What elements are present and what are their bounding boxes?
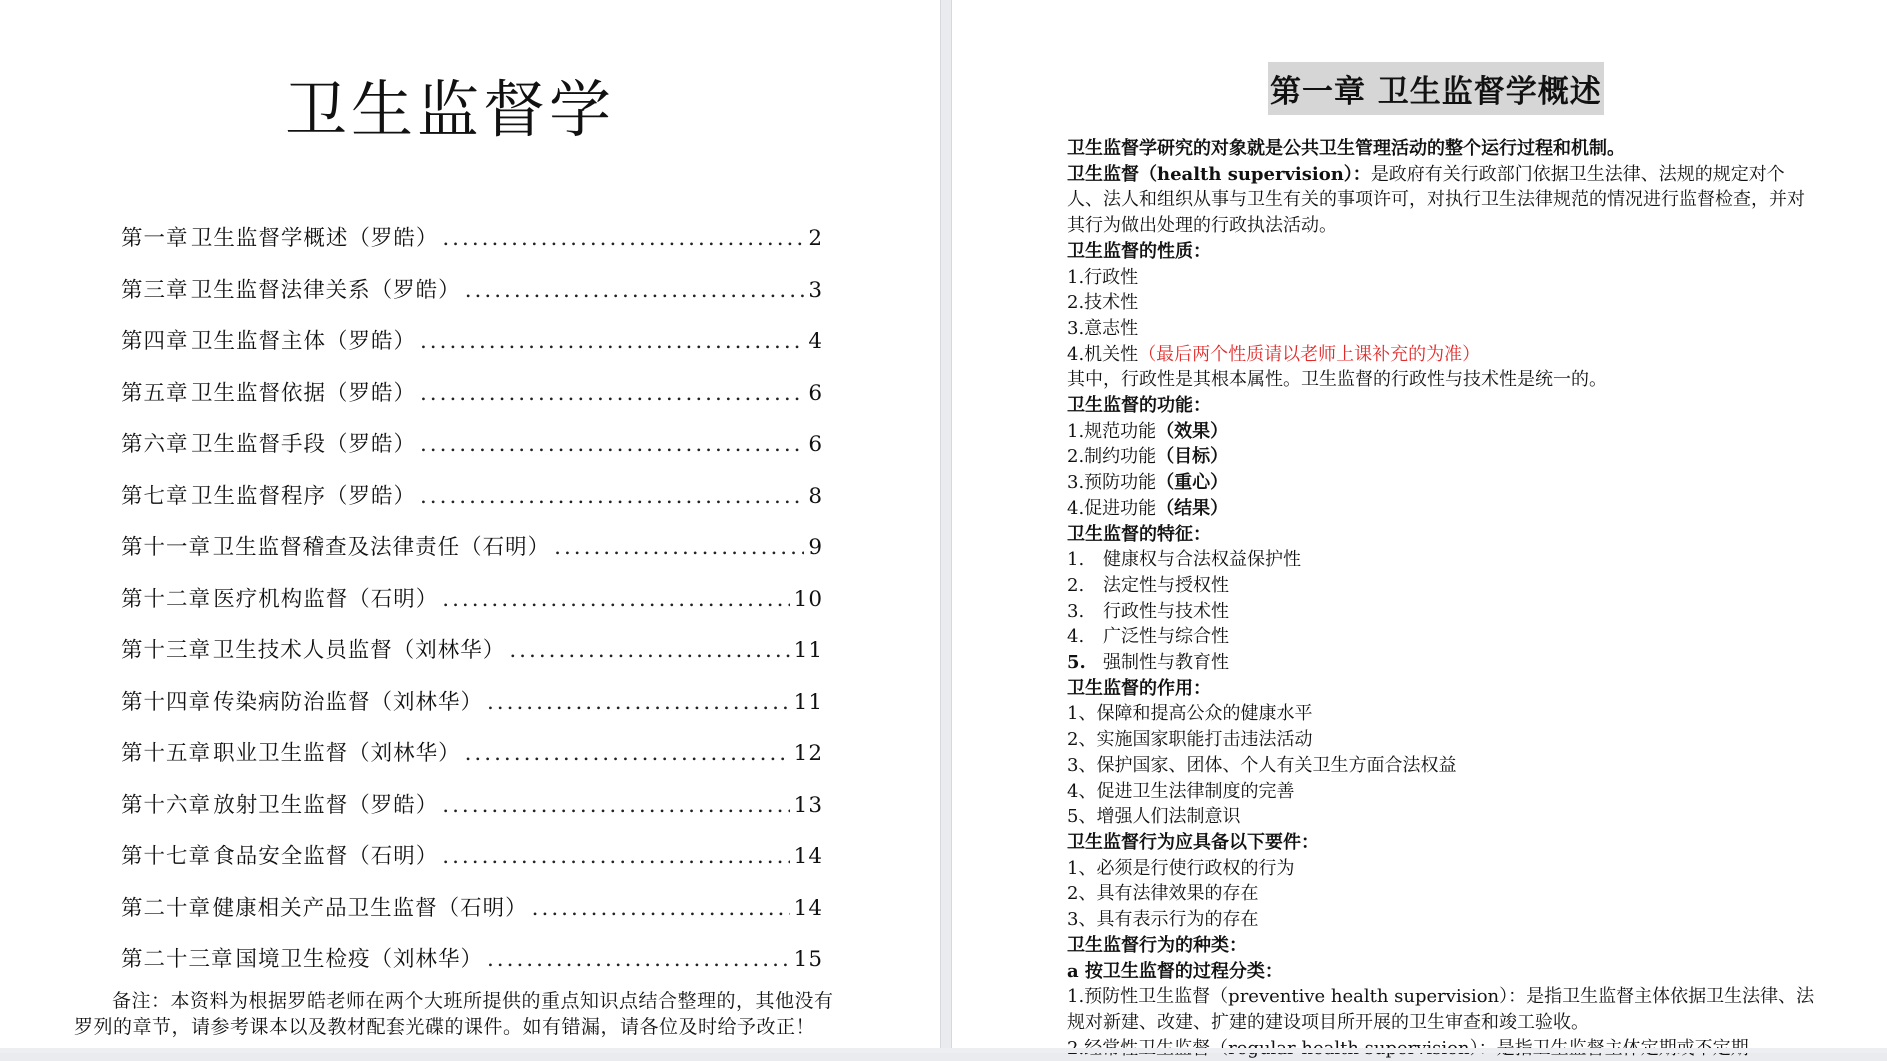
list-item-label: 1.预防性卫生监督（preventive health supervision）： bbox=[1067, 986, 1527, 1008]
toc-chapter-number: 第二十章 bbox=[121, 895, 212, 921]
list-number: 5. bbox=[1067, 652, 1086, 674]
list-item-tag: （重心） bbox=[1156, 472, 1229, 494]
toc-chapter-title: 卫生监督手段（罗皓） bbox=[190, 432, 416, 457]
toc-dot-leader bbox=[420, 432, 804, 457]
list-item bbox=[1067, 470, 1817, 496]
section-heading: 卫生监督行为应具备以下要件： bbox=[1067, 831, 1319, 853]
toc-page-number: 13 bbox=[793, 792, 823, 818]
toc-dot-leader bbox=[420, 484, 804, 509]
list-item: 2、具有法律效果的存在 bbox=[1067, 883, 1259, 905]
toc-chapter-number: 第五章 bbox=[121, 380, 189, 406]
chapter-content bbox=[1067, 136, 1817, 1061]
toc-dot-leader bbox=[465, 278, 805, 303]
toc-chapter-number: 第十五章 bbox=[121, 741, 212, 766]
toc-chapter-title: 国境卫生检疫（刘林华） bbox=[235, 947, 483, 972]
toc-entry[interactable] bbox=[121, 376, 823, 428]
list-item bbox=[1067, 624, 1817, 650]
toc-dot-leader bbox=[420, 381, 804, 406]
toc-entry[interactable] bbox=[121, 221, 823, 273]
toc-dot-leader bbox=[442, 587, 789, 612]
toc-chapter-title: 医疗机构监督（石明） bbox=[213, 586, 439, 612]
definition-term: 卫生监督（health supervision）： bbox=[1067, 163, 1371, 185]
toc-chapter-title: 卫生监督学概述（罗皓） bbox=[190, 226, 439, 251]
toc-entry[interactable] bbox=[121, 633, 823, 685]
definition-text: 是政府有关行政部门依据卫生法律、法规的规定对个人、法人和组织从事与卫生有关的事项许可，对执行卫生法律规范的情况进行监督检查，并对其行为做出处理的行政执法活动。 bbox=[1067, 163, 1805, 237]
section-heading: 卫生监督行为的种类： bbox=[1067, 934, 1247, 956]
list-item-label: 1.规范功能 bbox=[1067, 420, 1157, 442]
toc-chapter-number: 第四章 bbox=[121, 329, 189, 354]
toc-page-number: 11 bbox=[793, 638, 823, 663]
list-item-text: 行政性与技术性 bbox=[1103, 600, 1229, 622]
toc-dot-leader bbox=[487, 690, 790, 715]
note-paragraph: 备注：本资料为根据罗皓老师在两个大班所提供的重点知识点结合整理的，其他没有罗列的章节，请参考课本以及教材配套光碟的课件。如有错漏，请各位及时给予改正！ bbox=[74, 990, 834, 1038]
toc-entry[interactable] bbox=[121, 685, 823, 737]
toc-chapter-title: 职业卫生监督（刘林华） bbox=[213, 741, 461, 766]
list-item: 1、必须是行使行政权的行为 bbox=[1067, 857, 1295, 879]
toc-dot-leader bbox=[420, 329, 804, 354]
toc-chapter-number: 第十六章 bbox=[121, 792, 212, 818]
toc-entry[interactable] bbox=[121, 324, 823, 376]
toc-dot-leader bbox=[442, 793, 789, 818]
toc-chapter-title: 卫生监督依据（罗皓） bbox=[190, 380, 416, 406]
list-item bbox=[1067, 419, 1817, 445]
summary-line: 其中，行政性是其根本属性。卫生监督的行政性与技术性是统一的。 bbox=[1067, 369, 1607, 391]
toc-dot-leader bbox=[442, 226, 804, 251]
document-title: 卫生监督学 bbox=[284, 73, 615, 146]
toc-chapter-title: 放射卫生监督（罗皓） bbox=[213, 792, 439, 818]
toc-entry[interactable] bbox=[121, 479, 823, 531]
toc-chapter-title: 卫生技术人员监督（刘林华） bbox=[212, 638, 506, 663]
toc-chapter-title: 食品安全监督（石明） bbox=[213, 844, 439, 869]
list-item-text: 健康权与合法权益保护性 bbox=[1103, 549, 1301, 571]
list-item bbox=[1067, 444, 1817, 470]
list-item bbox=[1067, 342, 1817, 368]
list-number: 3. bbox=[1067, 600, 1085, 622]
toc-page-number: 6 bbox=[808, 432, 823, 457]
toc-entry[interactable] bbox=[121, 736, 823, 788]
table-of-contents bbox=[121, 221, 823, 994]
toc-chapter-title: 健康相关产品卫生监督（石明） bbox=[212, 895, 528, 921]
toc-page-number: 11 bbox=[793, 689, 823, 715]
toc-entry[interactable] bbox=[121, 839, 823, 891]
list-item-label: 3.预防功能 bbox=[1067, 472, 1157, 494]
subsection-heading: a 按卫生监督的过程分类： bbox=[1067, 960, 1283, 982]
toc-page-number: 8 bbox=[808, 483, 823, 509]
red-annotation: （最后两个性质请以老师上课补充的为准） bbox=[1138, 343, 1481, 365]
toc-page-number: 4 bbox=[808, 329, 823, 354]
list-item-text: 是指卫生监督主体依据卫生法律、法规对新建、改建、扩建的建设项目所开展的卫生审查和竣工验收。 bbox=[1067, 986, 1815, 1033]
section-heading: 卫生监督的作用： bbox=[1067, 677, 1211, 699]
research-object-line: 卫生监督学研究的对象就是公共卫生管理活动的整个运行过程和机制。 bbox=[1067, 138, 1625, 159]
list-item-text: 法定性与授权性 bbox=[1103, 574, 1229, 596]
toc-dot-leader bbox=[442, 844, 789, 869]
toc-chapter-number: 第一章 bbox=[121, 226, 189, 251]
list-item: 2.技术性 bbox=[1067, 292, 1139, 314]
toc-chapter-number: 第十一章 bbox=[121, 535, 212, 560]
toc-entry[interactable] bbox=[121, 891, 823, 943]
toc-chapter-title: 卫生监督主体（罗皓） bbox=[190, 329, 416, 354]
toc-chapter-number: 第十三章 bbox=[121, 638, 212, 663]
toc-dot-leader bbox=[465, 741, 790, 766]
toc-chapter-number: 第二十三章 bbox=[121, 947, 234, 972]
section-heading: 卫生监督的特征： bbox=[1067, 523, 1211, 545]
toc-chapter-number: 第十四章 bbox=[121, 689, 212, 715]
viewer-bottom-edge bbox=[0, 1048, 1887, 1053]
list-item-text: 广泛性与综合性 bbox=[1103, 626, 1229, 648]
list-item-tag: （效果） bbox=[1156, 420, 1229, 442]
toc-chapter-title: 卫生监督稽查及法律责任（石明） bbox=[212, 535, 551, 560]
list-item bbox=[1067, 984, 1817, 1035]
toc-entry[interactable] bbox=[121, 530, 823, 582]
toc-page-number: 12 bbox=[793, 741, 823, 766]
list-item: 5、增强人们法制意识 bbox=[1067, 806, 1241, 828]
toc-chapter-number: 第三章 bbox=[121, 277, 189, 303]
list-item-label: 2.制约功能 bbox=[1067, 446, 1157, 468]
toc-entry[interactable] bbox=[121, 788, 823, 840]
toc-chapter-number: 第十七章 bbox=[121, 844, 212, 869]
list-item: 4、促进卫生法律制度的完善 bbox=[1067, 780, 1295, 802]
list-item-label: 4.机关性 bbox=[1067, 343, 1139, 365]
toc-dot-leader bbox=[532, 896, 790, 921]
chapter-heading: 第一章 卫生监督学概述 bbox=[1268, 62, 1604, 115]
toc-page-number: 2 bbox=[808, 226, 823, 251]
list-item: 1.行政性 bbox=[1067, 266, 1139, 288]
toc-page-number: 10 bbox=[793, 586, 823, 612]
toc-chapter-number: 第十二章 bbox=[121, 586, 212, 612]
toc-page-number: 9 bbox=[808, 535, 823, 560]
list-item-tag: （目标） bbox=[1156, 446, 1229, 468]
toc-dot-leader bbox=[554, 535, 804, 560]
list-item-label: 4.促进功能 bbox=[1067, 497, 1157, 519]
toc-entry[interactable] bbox=[121, 942, 823, 994]
toc-chapter-title: 传染病防治监督（刘林华） bbox=[212, 689, 483, 715]
toc-dot-leader bbox=[487, 947, 790, 972]
list-item: 2、实施国家职能打击违法活动 bbox=[1067, 729, 1313, 751]
section-heading: 卫生监督的性质： bbox=[1067, 240, 1211, 262]
list-item bbox=[1067, 650, 1817, 676]
page-gutter bbox=[940, 0, 952, 1053]
section-heading: 卫生监督的功能： bbox=[1067, 395, 1211, 417]
toc-page-number: 15 bbox=[793, 947, 823, 972]
list-item-tag: （结果） bbox=[1156, 497, 1229, 519]
toc-page-number: 6 bbox=[808, 380, 823, 406]
list-number: 2. bbox=[1067, 574, 1085, 596]
list-number: 1. bbox=[1067, 549, 1085, 571]
toc-entry[interactable] bbox=[121, 273, 823, 325]
list-item bbox=[1067, 573, 1817, 599]
toc-entry[interactable] bbox=[121, 427, 823, 479]
toc-chapter-number: 第七章 bbox=[121, 483, 189, 509]
list-item: 1、保障和提高公众的健康水平 bbox=[1067, 703, 1313, 725]
toc-chapter-title: 卫生监督法律关系（罗皓） bbox=[190, 277, 461, 303]
toc-dot-leader bbox=[509, 638, 789, 663]
list-item bbox=[1067, 496, 1817, 522]
toc-entry[interactable] bbox=[121, 582, 823, 634]
definition-paragraph bbox=[1067, 162, 1817, 239]
list-item: 3、保护国家、团体、个人有关卫生方面合法权益 bbox=[1067, 754, 1457, 776]
list-number: 4. bbox=[1067, 626, 1085, 648]
toc-chapter-number: 第六章 bbox=[121, 432, 189, 457]
list-item bbox=[1067, 599, 1817, 625]
toc-page-number: 14 bbox=[793, 895, 823, 921]
list-item bbox=[1067, 547, 1817, 573]
left-page bbox=[0, 0, 940, 1053]
list-item: 3.意志性 bbox=[1067, 317, 1139, 339]
toc-chapter-title: 卫生监督程序（罗皓） bbox=[190, 483, 416, 509]
list-item: 3、具有表示行为的存在 bbox=[1067, 909, 1259, 931]
toc-page-number: 14 bbox=[793, 844, 823, 869]
list-item-text: 强制性与教育性 bbox=[1103, 652, 1229, 674]
toc-page-number: 3 bbox=[808, 277, 823, 303]
